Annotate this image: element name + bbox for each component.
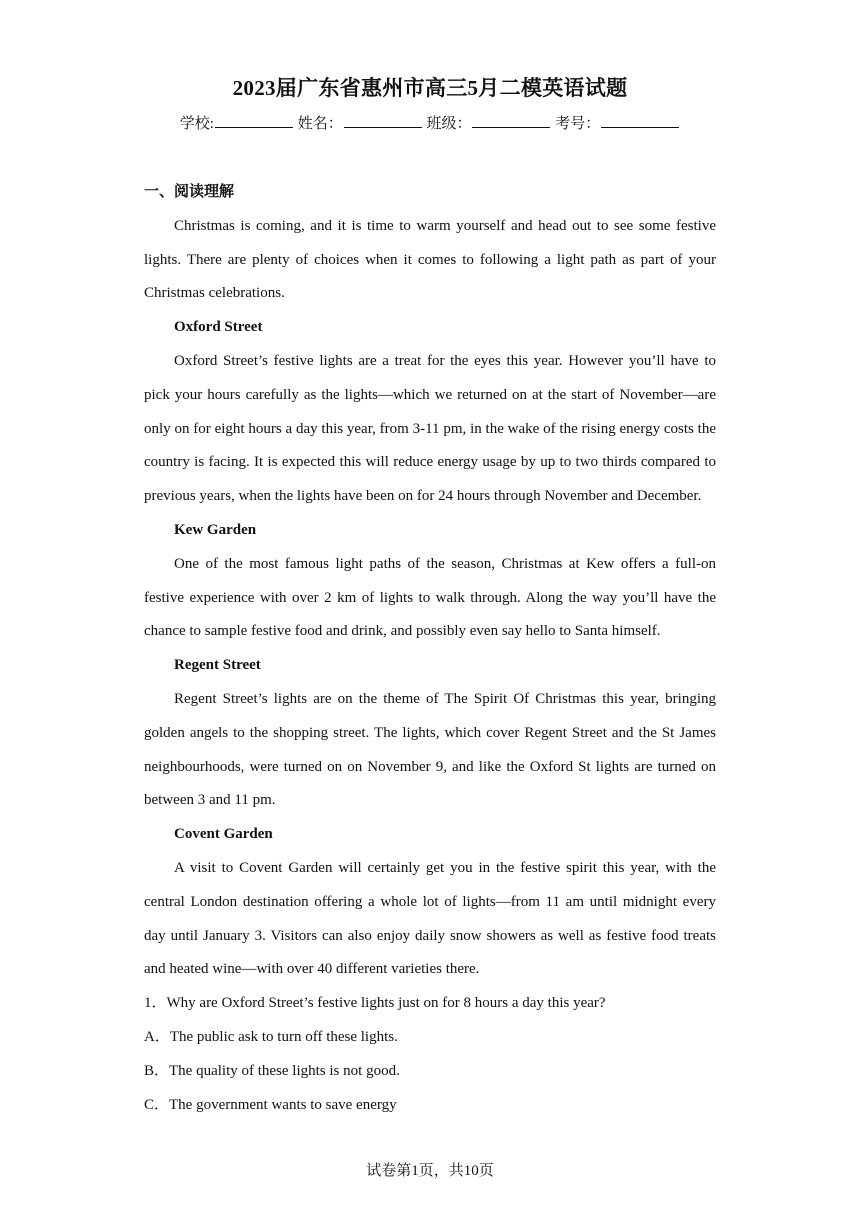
subheading-covent-garden: Covent Garden: [174, 826, 273, 843]
page-footer: 试卷第1页，共10页: [366, 1163, 494, 1179]
exam-number-blank[interactable]: [601, 113, 679, 128]
paragraph-kew-garden: One of the most famous light paths of the season, Christmas at Kew offers a full-on festive experience with over 2 km of lights to walk through. Along the way you’ll have the chance to sample festive food and drink, and possibly even say hello to Santa himself.: [144, 555, 716, 640]
section-heading: 一、阅读理解: [144, 184, 235, 200]
name-label: 姓名：: [297, 116, 343, 132]
school-label: 学校:: [179, 116, 214, 132]
subheading-kew-garden: Kew Garden: [174, 521, 257, 538]
class-blank[interactable]: [472, 113, 550, 128]
class-label: 班级：: [426, 116, 472, 132]
option-c[interactable]: C．The government wants to save energy: [144, 1096, 397, 1113]
option-b[interactable]: B．The quality of these lights is not good.: [144, 1062, 400, 1079]
intro-paragraph: Christmas is coming, and it is time to warm yourself and head out to see some festive lights. There are plenty of choices when it comes to following a light path as part of your Christmas celebrations.: [144, 217, 716, 302]
name-blank[interactable]: [344, 113, 422, 128]
option-a[interactable]: A．The public ask to turn off these lights.: [144, 1028, 398, 1045]
question-1: 1．Why are Oxford Street’s festive lights just on for 8 hours a day this year?: [144, 995, 606, 1012]
school-blank[interactable]: [215, 113, 293, 128]
paragraph-covent-garden: A visit to Covent Garden will certainly get you in the festive spirit this year, with the central London destination offering a whole lot of lights—from 11 am until midnight every day until January 3. Visitors can also enjoy daily snow showers as well as festive food treats and heated wine—with over 40 different varieties there.: [144, 859, 716, 978]
paragraph-oxford-street: Oxford Street’s festive lights are a treat for the eyes this year. However you’ll have to pick your hours carefully as the lights—which we returned on at the start of November—are only on for eight hours a day this year, from 3-11 pm, in the wake of the rising energy costs the country is facing. It is expected this will reduce energy usage by up to two thirds compared to previous years, when the lights have been on for 24 hours through November and December.: [144, 352, 716, 505]
subheading-regent-street: Regent Street: [174, 657, 261, 674]
subheading-oxford-street: Oxford Street: [174, 319, 263, 336]
reading-passage: [144, 176, 716, 1122]
exam-number-label: 考号：: [555, 116, 601, 132]
exam-title: 2023届广东省惠州市高三5月二模英语试题: [232, 76, 628, 100]
paragraph-regent-street: Regent Street’s lights are on the theme of The Spirit Of Christmas this year, bringing golden angels to the shopping street. The lights, which cover Regent Street and the St James neighbourhoods, were turned on on November 9, and like the Oxford St lights are turned on between 3 and 11 pm.: [144, 690, 716, 809]
student-info-line: [0, 112, 860, 133]
